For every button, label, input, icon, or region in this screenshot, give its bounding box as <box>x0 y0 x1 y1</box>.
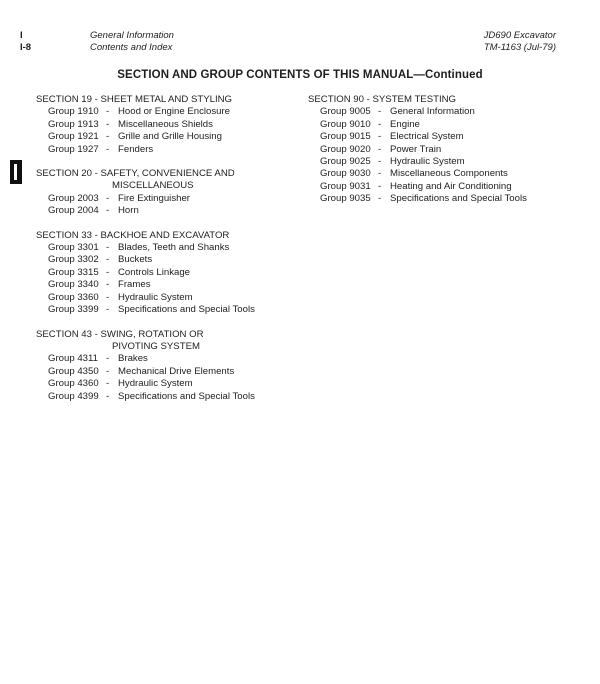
group-separator: - <box>106 279 110 291</box>
machine-model: JD690 Excavator <box>483 30 556 41</box>
group-title: Brakes <box>118 353 148 365</box>
group-entry <box>36 242 296 254</box>
group-title: Hydraulic System <box>118 378 193 390</box>
group-title: Horn <box>118 205 139 217</box>
page-title: SECTION AND GROUP CONTENTS OF THIS MANUAL—Continued <box>117 69 483 81</box>
group-title: Hood or Engine Enclosure <box>118 106 230 118</box>
group-separator: - <box>378 143 382 155</box>
group-entry <box>36 131 296 143</box>
group-number: Group 9035 <box>320 193 371 205</box>
group-number: Group 1910 <box>48 106 99 118</box>
page-index-label <box>20 30 31 54</box>
group-number: Group 4360 <box>48 378 99 390</box>
group-entry <box>36 292 296 304</box>
group-number: Group 9025 <box>320 156 371 168</box>
group-entry <box>308 168 578 180</box>
group-number: Group 9020 <box>320 143 371 155</box>
group-number: Group 9010 <box>320 118 371 130</box>
section-heading: SECTION 43 - SWING, ROTATION OR <box>36 328 204 340</box>
group-entry <box>36 366 296 378</box>
section-letter: I <box>20 30 23 41</box>
group-separator: - <box>378 131 382 143</box>
group-entry <box>36 279 296 291</box>
group-number: Group 4311 <box>48 353 98 365</box>
group-number: Group 3399 <box>48 304 99 316</box>
group-title: Grille and Grille Housing <box>118 131 222 143</box>
group-entry <box>308 119 578 131</box>
group-number: Group 1927 <box>48 143 99 155</box>
group-number: Group 9030 <box>320 168 371 180</box>
group-separator: - <box>378 118 382 130</box>
group-entry <box>36 378 296 390</box>
group-separator: - <box>106 390 110 402</box>
section-heading: SECTION 33 - BACKHOE AND EXCAVATOR <box>36 229 230 241</box>
group-title: Buckets <box>118 254 153 266</box>
group-title: Mechanical Drive Elements <box>118 365 235 377</box>
group-title: Specifications and Special Tools <box>118 304 255 316</box>
group-title: Fire Extinguisher <box>118 192 190 204</box>
group-separator: - <box>106 205 110 217</box>
group-entry <box>308 106 578 118</box>
group-separator: - <box>106 192 110 204</box>
section-block <box>308 94 578 206</box>
group-separator: - <box>106 118 110 130</box>
group-entry <box>36 304 296 316</box>
group-title: Controls Linkage <box>118 266 190 278</box>
group-title: Power Train <box>390 143 442 155</box>
group-title: Miscellaneous Shields <box>118 118 213 130</box>
group-number: Group 4350 <box>48 365 99 377</box>
group-separator: - <box>106 291 110 303</box>
group-entry <box>36 391 296 403</box>
group-separator: - <box>106 266 110 278</box>
group-title: Miscellaneous Components <box>390 168 508 180</box>
group-title: General Information <box>390 106 475 118</box>
group-entry <box>308 144 578 156</box>
group-separator: - <box>106 353 110 365</box>
group-title: Specifications and Special Tools <box>118 390 255 402</box>
group-title: Specifications and Special Tools <box>390 193 527 205</box>
group-number: Group 2004 <box>48 205 99 217</box>
manual-identifier <box>484 30 556 54</box>
group-number: Group 9031 <box>320 180 371 192</box>
group-number: Group 3302 <box>48 254 99 266</box>
group-number: Group 9005 <box>320 106 371 118</box>
group-number: Group 3315 <box>48 266 99 278</box>
section-heading: SECTION 20 - SAFETY, CONVENIENCE AND <box>36 168 235 180</box>
group-entry <box>308 181 578 193</box>
page-number: I-8 <box>20 42 32 53</box>
group-separator: - <box>106 106 110 118</box>
right-column <box>308 94 578 218</box>
group-number: Group 2003 <box>48 192 99 204</box>
group-number: Group 3340 <box>48 279 99 291</box>
group-entry <box>36 144 296 156</box>
group-number: Group 4399 <box>48 390 99 402</box>
group-title: Frames <box>118 279 151 291</box>
group-separator: - <box>378 193 382 205</box>
group-separator: - <box>378 180 382 192</box>
group-separator: - <box>378 106 382 118</box>
left-column <box>36 94 296 415</box>
group-entry <box>36 205 296 217</box>
group-entry <box>36 254 296 266</box>
group-separator: - <box>106 378 110 390</box>
group-title: Hydraulic System <box>118 291 193 303</box>
chapter-title <box>90 30 174 54</box>
section-heading-continuation: MISCELLANEOUS <box>112 180 194 192</box>
group-number: Group 3301 <box>48 242 99 254</box>
section-heading: SECTION 90 - SYSTEM TESTING <box>308 94 457 105</box>
group-title: Heating and Air Conditioning <box>390 180 512 192</box>
group-title: Fenders <box>118 143 154 155</box>
group-title: Electrical System <box>390 131 464 143</box>
group-title: Hydraulic System <box>390 156 465 168</box>
group-title: Engine <box>390 118 420 130</box>
section-block <box>36 329 296 403</box>
section-heading-continuation: PIVOTING SYSTEM <box>112 340 200 352</box>
chapter-title-line1: General Information <box>90 30 174 41</box>
group-entry <box>308 193 578 205</box>
group-separator: - <box>106 242 110 254</box>
manual-number-date: TM-1163 (Jul-79) <box>483 42 556 53</box>
group-entry <box>36 106 296 118</box>
group-number: Group 1913 <box>48 118 99 130</box>
section-tab-marker <box>10 160 22 184</box>
section-block <box>36 230 296 317</box>
group-separator: - <box>106 304 110 316</box>
chapter-title-line2: Contents and Index <box>90 42 173 53</box>
group-entry <box>308 131 578 143</box>
group-separator: - <box>106 365 110 377</box>
group-separator: - <box>378 156 382 168</box>
section-heading: SECTION 19 - SHEET METAL AND STYLING <box>36 94 233 105</box>
group-entry <box>36 353 296 365</box>
group-entry <box>36 119 296 131</box>
group-number: Group 9015 <box>320 131 371 143</box>
group-entry <box>36 193 296 205</box>
group-separator: - <box>106 131 110 143</box>
section-block <box>36 168 296 218</box>
group-number: Group 3360 <box>48 291 99 303</box>
group-title: Blades, Teeth and Shanks <box>118 242 230 254</box>
section-block <box>36 94 296 156</box>
group-entry <box>36 267 296 279</box>
group-separator: - <box>106 254 110 266</box>
group-separator: - <box>378 168 382 180</box>
group-number: Group 1921 <box>48 131 99 143</box>
group-separator: - <box>106 143 110 155</box>
group-entry <box>308 156 578 168</box>
